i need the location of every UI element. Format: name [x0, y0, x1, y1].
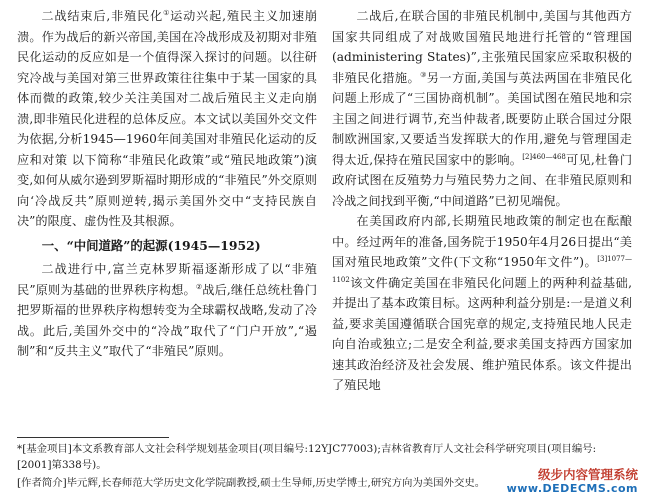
right-column	[332, 6, 632, 396]
citation-marker: [3]1077—1102	[332, 254, 632, 284]
section-heading: 一、“中间道路”的起源(1945—1952)	[41, 237, 261, 253]
body-paragraph: 二战后,在联合国的非殖民机制中,美国与其他西方国家共同组成了对战败国殖民地进行托管的“管理国(administering States)”,主张殖民国家应采取积极的非殖民化措施。③另一方面,美国与英法两国在非殖民化问题上形成了“三国协商机制”。美国试图在殖民地和宗主国之间进行调节,充当仲裁者,既要防止联合国过分限制欧洲国家,又要适当发挥联大的作用,避免与管理国走得太近,保持在殖民国家中的影响。$^{[2]460—468}$可见,杜鲁门政府试图在反殖势力与殖民势力之间、在非殖民原则和冷战之间找到平衡,“中间道路”已初见端倪。	[332, 9, 633, 208]
footnote-rule	[17, 437, 169, 438]
site-watermark	[505, 467, 640, 495]
footnote-marker: ③	[420, 70, 427, 79]
left-column	[17, 6, 317, 362]
body-paragraph: 二战进行中,富兰克林罗斯福逐渐形成了以“非殖民”原则为基础的世界秩序构想。②战后,继任总统杜鲁门把罗斯福的世界秩序构想转变为全球霸权战略,发动了冷战。此后,美国外交中的“冷战”取代了“门户开放”,“遏制”和“反共主义”取代了“非殖民”原则。	[17, 262, 318, 358]
citation-marker: [2]460—468	[522, 152, 566, 161]
footnote-author: [作者简介]毕元辉,长春师范大学历史文化学院副教授,硕士生导师,历史学博士,研究方向为美国外交史。	[17, 477, 486, 489]
footnote-fund: *[基金项目]本文系教育部人文社会科学规划基金项目(项目编号:12YJC77003);吉林省教育厅人文社会科学研究项目(项目编号:[2001]第338号)。	[17, 443, 597, 471]
intro-paragraph: 二战结束后,非殖民化①运动兴起,殖民主义加速崩溃。作为战后的新兴帝国,美国在冷战形成及初期对非殖民化运动的反应如是一个值得深入探讨的问题。以往研究冷战与美国对第三世界政策往往集中于某一国家的具体而微的政策,较少关注美国对二战后殖民主义走向崩溃,即非殖民化进程的总体反应。本文试以美国外交文件为依据,分析1945—1960年间美国对非殖民化运动的反应和对策 以下简称“非殖民化政策”或“殖民地政策”)演变,如何从威尔逊到罗斯福时期形成的“非殖民”外交原则向‘冷战反共”原则逆转,揭示美国外交中“支持民族自决”的限度、虚伪性及其根源。	[17, 8, 318, 228]
footnote-marker: ②	[195, 282, 203, 291]
watermark-cn: 级步内容管理系统	[505, 467, 640, 482]
footnote-marker: ①	[163, 8, 171, 17]
watermark-url: www.DEDECMS.com	[506, 482, 638, 495]
body-paragraph: 在美国政府内部,长期殖民地政策的制定也在酝酿中。经过两年的准备,国务院于1950年4月26日提出“美国对殖民地政策”文件(下文称“1950年文件”)。$^{[3]1077—1102}$该文件确定美国在非殖民化问题上的两种利益基础,并提出了基本政策目标。这两种利益分别是:一是道义利益,要求美国遵循联合国宪章的规定,支持殖民地人民走向自治或独立;二是安全利益,要求美国支持西方国家加速其政治经济及社会发展、维护殖民体系。该文件提出了殖民地	[332, 214, 632, 392]
